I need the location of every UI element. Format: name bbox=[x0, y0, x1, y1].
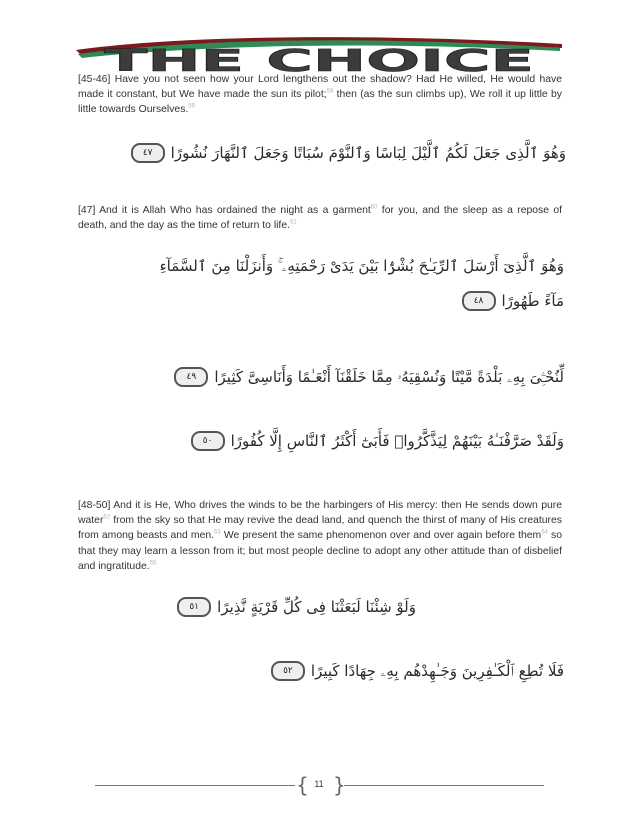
paragraph-text: [45-46] Have you not seen how your Lord lengthens out the shadow? Had He willed, He would have made it constant, but We have made the sun its pilot; bbox=[78, 74, 562, 101]
arabic-verse-51 bbox=[171, 597, 416, 617]
ayah-number-badge: ٥٠ bbox=[191, 431, 225, 451]
footnote-marker[interactable]: 58 bbox=[326, 88, 334, 95]
paragraph-text: for you, and the sleep as a repose of death, and the day as the time of return to life. bbox=[78, 205, 562, 232]
ayah-number-badge: ٥١ bbox=[177, 597, 211, 617]
arabic-verse-48-line2 bbox=[456, 291, 564, 311]
arabic-verse-text: مَآءً طَهُورًا bbox=[501, 292, 564, 310]
arabic-verse-text: وَلَقَدْ صَرَّفْنَـٰهُ بَيْنَهُمْ لِيَذَّكَّرُوا۟ فَأَبَىٰٓ أَكْثَرُ ٱلنَّاسِ إِلَّا كُفُورًا bbox=[230, 432, 564, 450]
paragraph-text: so that they may learn a lesson from it; but most people decline to adopt any other attitude than of disbelief and ingratitude. bbox=[78, 530, 562, 572]
footer-bracket-right: } bbox=[333, 773, 346, 797]
footnote-marker[interactable]: 60 bbox=[370, 204, 378, 211]
arabic-verse-text: لِّنُحْـِۧىَ بِهِۦ بَلْدَةً مَّيْتًا وَنُسْقِيَهُۥ مِمَّا خَلَقْنَآ أَنْعَـٰمًا وَأَنَاسِىَّ كَثِيرًا bbox=[214, 368, 564, 386]
paragraph-text: We present the same phenomenon over and over again before them bbox=[220, 530, 542, 542]
footnote-marker[interactable]: 64 bbox=[541, 529, 548, 536]
footer-rule-left bbox=[95, 785, 295, 786]
header-logo bbox=[70, 32, 568, 74]
ayah-number-badge: ٤٧ bbox=[131, 143, 165, 163]
header-banner bbox=[70, 32, 568, 74]
footnote-marker[interactable]: 59 bbox=[188, 103, 195, 110]
footnote-marker[interactable]: 63 bbox=[214, 529, 221, 536]
ayah-number-badge: ٤٨ bbox=[462, 291, 496, 311]
paragraph-48-50 bbox=[78, 498, 562, 574]
footer-bracket-left: { bbox=[296, 773, 309, 797]
arabic-verse-text: فَلَا تُطِعِ ٱلْكَـٰفِرِينَ وَجَـٰهِدْهُم بِهِۦ جِهَادًا كَبِيرًا bbox=[310, 662, 564, 680]
arabic-verse-text: وَهُوَ ٱلَّذِى جَعَلَ لَكُمُ ٱلَّيْلَ لِبَاسًا وَٱلنَّوْمَ سُبَاتًا وَجَعَلَ ٱلنَّهَارَ نُشُورًا bbox=[170, 144, 566, 162]
arabic-verse-text: وَلَوْ شِئْنَا لَبَعَثْنَا فِى كُلِّ قَرْيَةٍ نَّذِيرًا bbox=[217, 598, 416, 616]
paragraph-text: from the sky so that He may revive the dead land, and quench the thirst of many of His creatures from among beasts and men. bbox=[78, 515, 562, 542]
paragraph-47 bbox=[78, 203, 562, 233]
paragraph-text: then (as the sun climbs up), We roll it up little by little towards Ourselves. bbox=[78, 89, 563, 116]
page-number: 11 bbox=[314, 779, 324, 789]
paragraph-text: [47] And it is Allah Who has ordained the night as a garment bbox=[78, 205, 371, 216]
header-title: THE CHOICE bbox=[104, 44, 534, 74]
arabic-verse-52 bbox=[265, 661, 564, 681]
arabic-verse-text: وَهُوَ ٱلَّذِىٓ أَرْسَلَ ٱلرِّيَـٰحَ بُشْرًۢا بَيْنَ يَدَىْ رَحْمَتِهِۦ ۚ وَأَنزَلْنَا مِنَ ٱلسَّمَآءِ bbox=[159, 257, 564, 275]
arabic-verse-50 bbox=[185, 431, 564, 451]
arabic-verse-49 bbox=[168, 367, 564, 387]
paragraph-text: [48-50] And it is He, Who drives the winds to be the harbingers of His mercy: then He sends down pure water bbox=[78, 500, 562, 527]
paragraph-45-46 bbox=[78, 72, 562, 118]
arabic-verse-47 bbox=[125, 143, 566, 163]
ayah-number-badge: ٤٩ bbox=[174, 367, 208, 387]
footnote-marker[interactable]: 61 bbox=[289, 219, 297, 226]
footnote-marker[interactable]: 62 bbox=[103, 514, 111, 521]
ayah-number-badge: ٥٢ bbox=[271, 661, 305, 681]
footnote-marker[interactable]: 65 bbox=[149, 560, 157, 567]
arabic-verse-48-line1 bbox=[160, 257, 564, 275]
footer-rule-right bbox=[344, 785, 544, 786]
